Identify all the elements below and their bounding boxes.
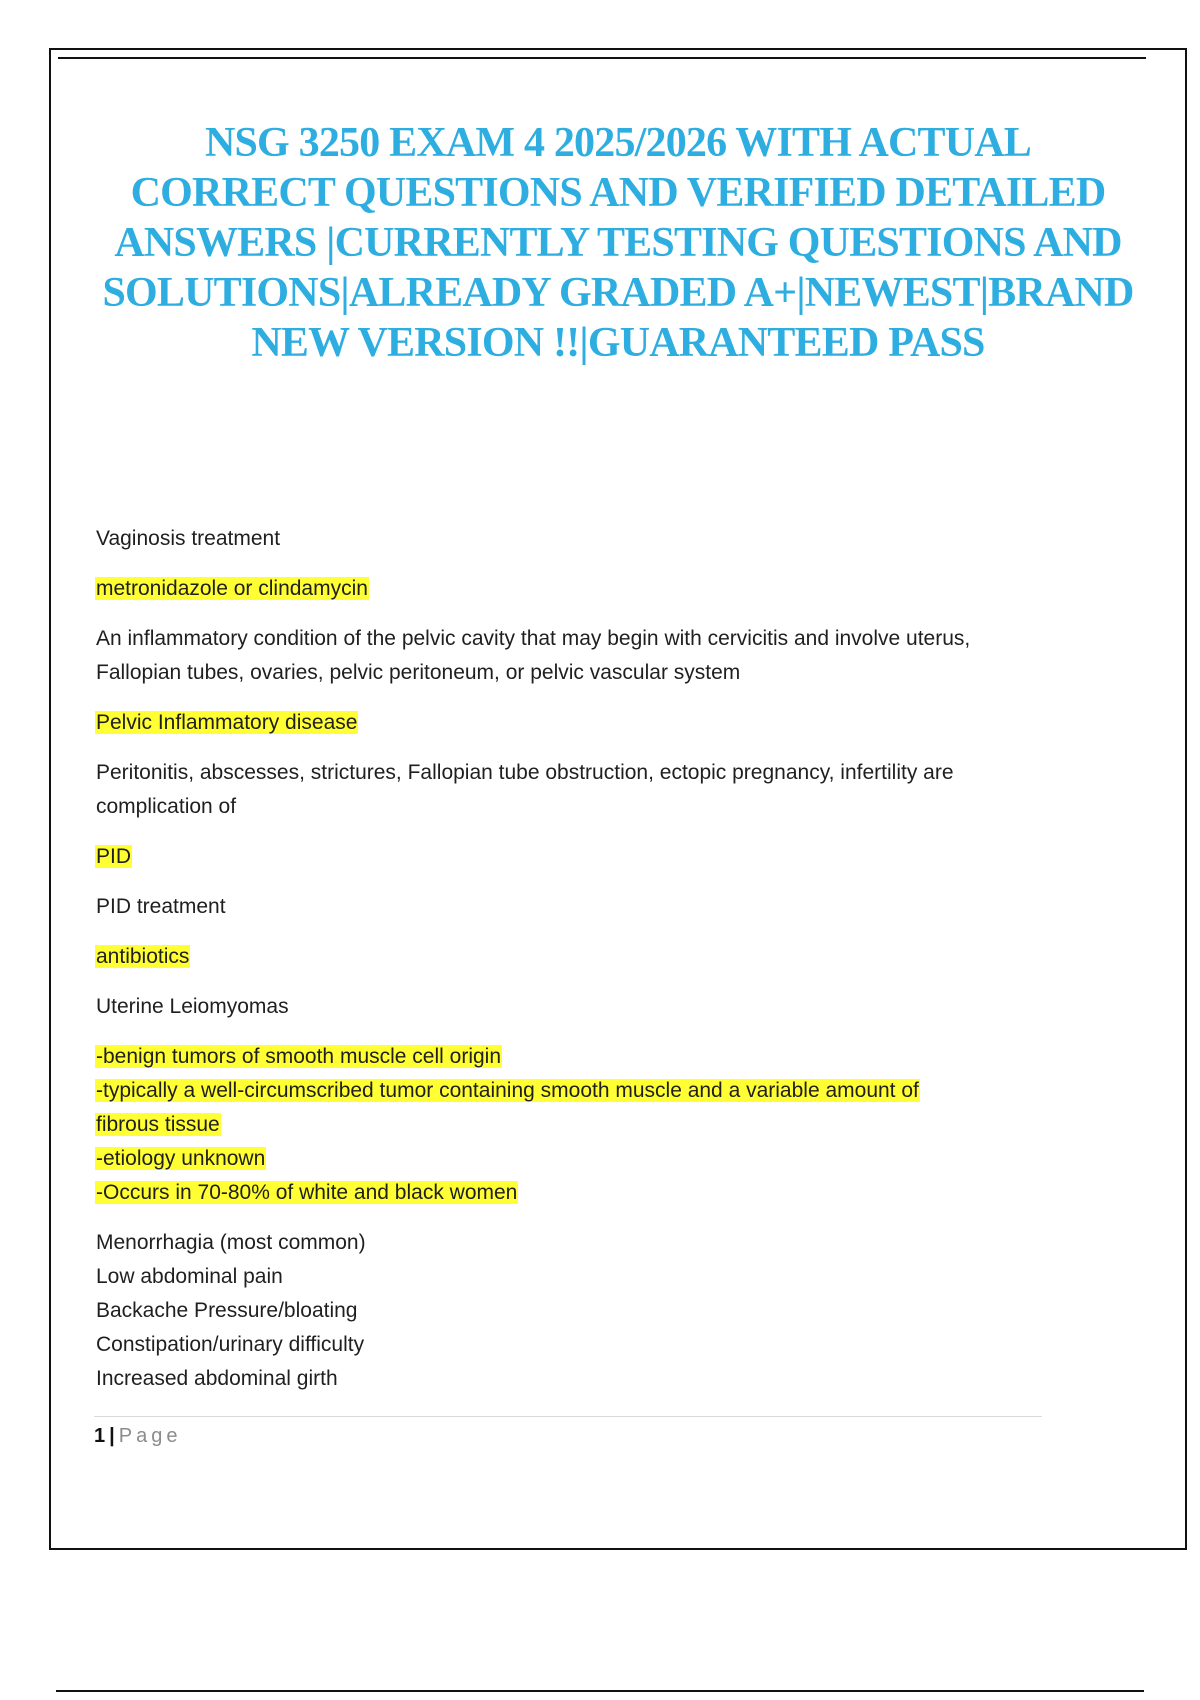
line-text: Menorrhagia (most common) — [96, 1231, 366, 1254]
page-label: Page — [118, 1425, 182, 1447]
highlighted-text: Pelvic Inflammatory disease — [96, 711, 358, 734]
line-text: Peritonitis, abscesses, strictures, Fallopian tube obstruction, ectopic pregnancy, infertility are — [96, 761, 954, 784]
question-line — [95, 622, 1085, 656]
page-number: 1 — [94, 1425, 106, 1447]
line-text: Constipation/urinary difficulty — [96, 1333, 365, 1356]
question-line — [95, 890, 1085, 924]
line-text: Backache Pressure/bloating — [96, 1299, 358, 1322]
line-text: Uterine Leiomyomas — [96, 995, 289, 1018]
question-line — [95, 1362, 1085, 1396]
question-block — [95, 890, 1085, 924]
answer-block — [95, 940, 1085, 974]
question-block — [95, 756, 1085, 824]
answer-block — [95, 706, 1085, 740]
footer-separator: | — [109, 1425, 115, 1447]
answer-line — [95, 572, 1085, 606]
question-block — [95, 1226, 1085, 1396]
highlighted-text: fibrous tissue — [96, 1113, 220, 1136]
answer-line — [95, 1074, 1085, 1108]
line-text: PID treatment — [96, 895, 226, 918]
line-text: An inflammatory condition of the pelvic cavity that may begin with cervicitis and involve uterus, — [96, 627, 971, 650]
highlighted-text: -etiology unknown — [96, 1147, 266, 1170]
question-line — [95, 990, 1085, 1024]
answer-line — [95, 1176, 1085, 1210]
answer-line — [95, 940, 1085, 974]
question-line — [95, 1260, 1085, 1294]
line-text: Increased abdominal girth — [96, 1367, 338, 1390]
line-text: Fallopian tubes, ovaries, pelvic peritoneum, or pelvic vascular system — [96, 661, 741, 684]
question-block — [95, 990, 1085, 1024]
question-line — [95, 756, 1085, 790]
question-line — [95, 1226, 1085, 1260]
question-line — [95, 656, 1085, 690]
line-text: complication of — [96, 795, 237, 818]
highlighted-text: antibiotics — [96, 945, 190, 968]
top-rule — [58, 57, 1146, 59]
answer-block — [95, 840, 1085, 874]
answer-line — [95, 840, 1085, 874]
highlighted-text: -typically a well-circumscribed tumor containing smooth muscle and a variable amount of — [96, 1079, 919, 1102]
footer-rule — [94, 1416, 1042, 1417]
highlighted-text: -Occurs in 70-80% of white and black women — [96, 1181, 518, 1204]
document-title: NSG 3250 EXAM 4 2025/2026 WITH ACTUAL CORRECT QUESTIONS AND VERIFIED DETAILED ANSWERS |CURRENTLY TESTING QUESTIONS AND SOLUTIONS|ALREADY GRADED A+|NEWEST|BRAND NEW VERSION !!|GUARANTEED PASS — [102, 120, 1134, 366]
answer-line — [95, 1108, 1085, 1142]
question-line — [95, 522, 1085, 556]
question-line — [95, 1328, 1085, 1362]
question-line — [95, 1294, 1085, 1328]
highlighted-text: PID — [96, 845, 132, 868]
line-text: Low abdominal pain — [96, 1265, 283, 1288]
bottom-rule — [56, 1690, 1144, 1692]
answer-block — [95, 572, 1085, 606]
page-footer — [94, 1424, 181, 1448]
highlighted-text: -benign tumors of smooth muscle cell origin — [96, 1045, 502, 1068]
question-block — [95, 522, 1085, 556]
answer-line — [95, 1040, 1085, 1074]
answer-line — [95, 1142, 1085, 1176]
highlighted-text: metronidazole or clindamycin — [96, 577, 368, 600]
answer-block — [95, 1040, 1085, 1210]
qa-content — [95, 522, 1085, 1412]
question-line — [95, 790, 1085, 824]
line-text: Vaginosis treatment — [96, 527, 281, 550]
question-block — [95, 622, 1085, 690]
answer-line — [95, 706, 1085, 740]
